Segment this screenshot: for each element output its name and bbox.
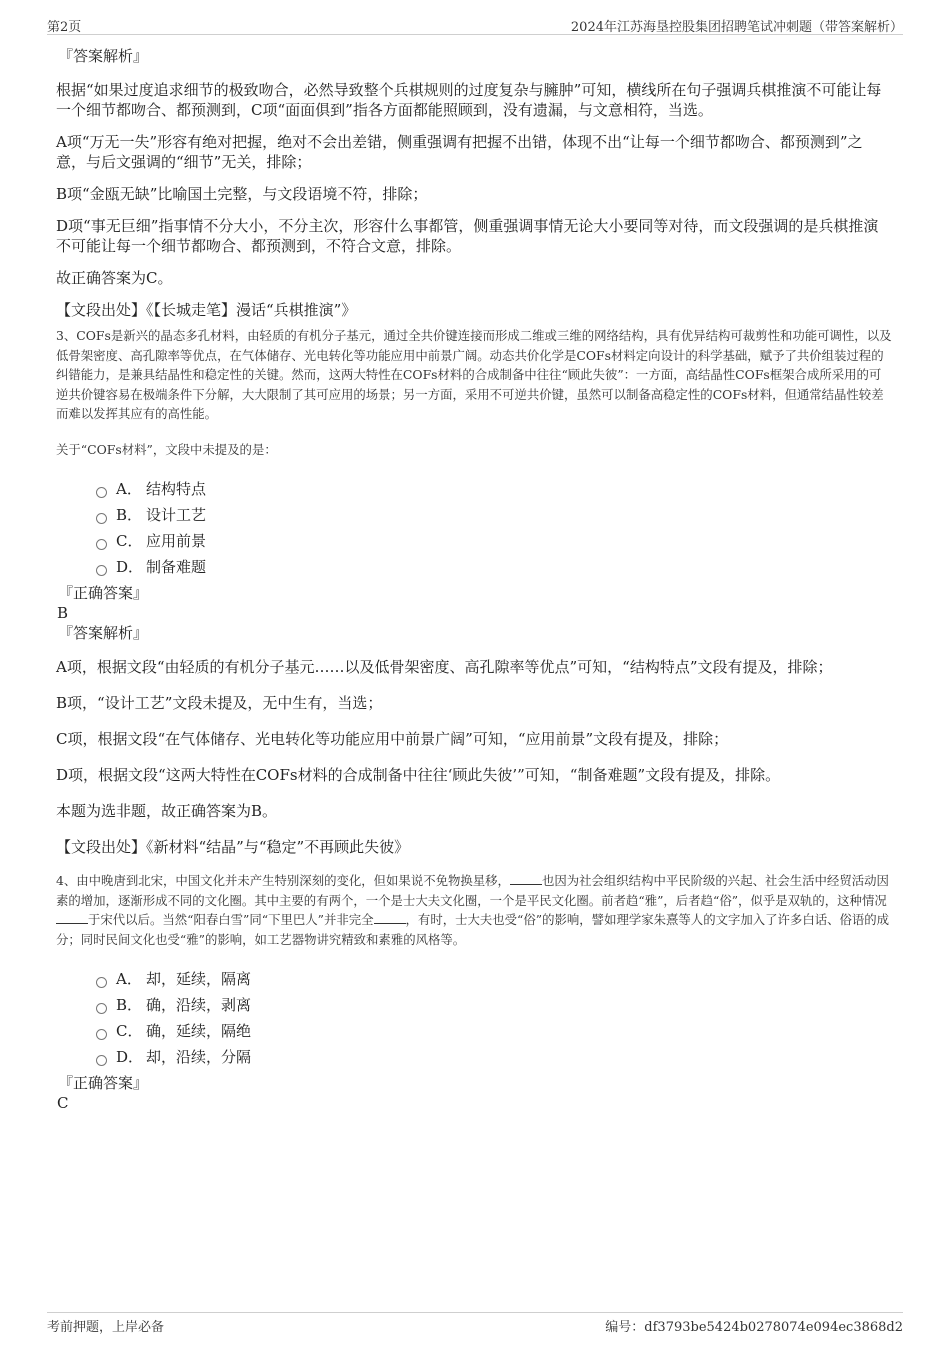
correct-answer: B [57, 604, 69, 622]
page-footer [47, 1312, 903, 1335]
fill-blank [56, 911, 88, 924]
fill-blank [374, 911, 406, 924]
radio-icon[interactable] [96, 487, 107, 498]
page-header [47, 16, 903, 35]
document-id: 编号：df3793be5424b0278074e094ec3868d2 [605, 1320, 903, 1335]
option-d[interactable]: D． 制备难题 [96, 557, 892, 577]
option-b[interactable]: B． 确，沿续，剥离 [96, 995, 892, 1015]
analysis-conclusion: 故正确答案为C。 [56, 269, 173, 287]
option-d[interactable]: D． 却，沿续，分隔 [96, 1047, 892, 1067]
option-b[interactable]: B． 设计工艺 [96, 505, 892, 525]
analysis-paragraph: B项，“设计工艺”文段未提及，无中生有，当选； [56, 694, 383, 712]
radio-icon[interactable] [96, 1003, 107, 1014]
analysis-tag: 『答案解析』 [58, 47, 149, 65]
radio-icon[interactable] [96, 565, 107, 576]
option-a[interactable]: A． 结构特点 [96, 479, 892, 499]
analysis-paragraph: 根据“如果过度追求细节的极致吻合，必然导致整个兵棋规则的过度复杂与臃肿”可知，横线所在句子强调兵棋推演不可能让每一个细节都吻合、都预测到，C项“面面俱到”指各方面都能照顾到，没有遗漏，与文意相符，当选。 [56, 81, 882, 119]
question-stem: 3、COFs是新兴的晶态多孔材料，由轻质的有机分子基元，通过全共价键连接而形成二维或三维的网络结构，具有优异结构可裁剪性和功能可调性，以及低骨架密度、高孔隙率等优点，在气体储存、光电转化等功能应用中前景广阔。动态共价化学是COFs材料定向设计的科学基础，赋予了共价组装过程的纠错能力，是兼具结晶性和稳定性的关键。然而，这两大特性在COFs材料的合成制备中往往“顾此失彼”：一方面，高结晶性COFs框架合成所采用的可逆共价键容易在极端条件下分解，大大限制了其可应用的场景；另一方面，采用不可逆共价键，虽然可以制备高稳定性的COFs材料，但通常结晶性较差而难以发挥其应有的高性能。 [56, 328, 892, 421]
radio-icon[interactable] [96, 513, 107, 524]
analysis-paragraph: A项“万无一失”形容有绝对把握，绝对不会出差错，侧重强调有把握不出错，体现不出“让每一个细节都吻合、都预测到”之意，与后文强调的“细节”无关，排除； [56, 133, 863, 171]
analysis-paragraph: A项，根据文段“由轻质的有机分子基元……以及低骨架密度、高孔隙率等优点”可知，“结构特点”文段有提及，排除； [56, 658, 833, 676]
analysis-paragraph: D项，根据文段“这两大特性在COFs材料的合成制备中往往‘顾此失彼’”可知，“制备难题”文段有提及，排除。 [56, 766, 781, 784]
analysis-tag: 『答案解析』 [58, 624, 149, 642]
analysis-paragraph: D项“事无巨细”指事情不分大小，不分主次，形容什么事都管，侧重强调事情无论大小要同等对待，而文段强调的是兵棋推演不可能让每一个细节都吻合、都预测到，不符合文意，排除。 [56, 217, 879, 255]
answer-tag: 『正确答案』 [58, 584, 149, 602]
document-title: 2024年江苏海垦控股集团招聘笔试冲刺题（带答案解析） [570, 20, 903, 35]
option-c[interactable]: C． 应用前景 [96, 531, 892, 551]
analysis-conclusion: 本题为选非题，故正确答案为B。 [56, 802, 278, 820]
option-list [56, 969, 892, 1067]
correct-answer: C [57, 1094, 69, 1112]
footer-slogan: 考前押题，上岸必备 [47, 1320, 165, 1335]
question-prompt: 关于“COFs材料”，文段中未提及的是： [56, 441, 277, 457]
question-stem: 4、由中晚唐到北宋，中国文化并未产生特别深刻的变化，但如果说不免物换星移， 也因为社会组织结构中平民阶级的兴起、社会生活中经贸活动因素的增加，逐渐形成不同的文化圈。其中主要的有两个，一个是士大夫文化圈，一个是平民文化圈。前者趋“雅”，后者趋“俗”，似乎是双轨的，这种情况于宋代以后。当然“阳春白雪”同“下里巴人”并非完全 ，有时，士大夫也受“俗”的影响，譬如理学家朱熹等人的文字加入了许多白话、俗语的成分；同时民间文化也受“雅”的影响，如工艺器物讲究精致和素雅的风格等。 [56, 873, 890, 947]
page-number: 第2页 [47, 20, 82, 35]
answer-tag: 『正确答案』 [58, 1074, 149, 1092]
fill-blank [510, 872, 542, 885]
passage-source: 【文段出处】《【长城走笔】漫话“兵棋推演”》 [56, 301, 357, 319]
radio-icon[interactable] [96, 539, 107, 550]
passage-source: 【文段出处】《新材料“结晶”与“稳定”不再顾此失彼》 [56, 838, 410, 856]
radio-icon[interactable] [96, 977, 107, 988]
analysis-paragraph: C项，根据文段“在气体储存、光电转化等功能应用中前景广阔”可知，“应用前景”文段有提及，排除； [56, 730, 729, 748]
radio-icon[interactable] [96, 1055, 107, 1066]
analysis-paragraph: B项“金瓯无缺”比喻国土完整，与文段语境不符，排除； [56, 185, 428, 203]
option-list [56, 479, 892, 577]
option-a[interactable]: A． 却，延续，隔离 [96, 969, 892, 989]
document-body [56, 46, 892, 1113]
option-c[interactable]: C． 确，延续，隔绝 [96, 1021, 892, 1041]
radio-icon[interactable] [96, 1029, 107, 1040]
